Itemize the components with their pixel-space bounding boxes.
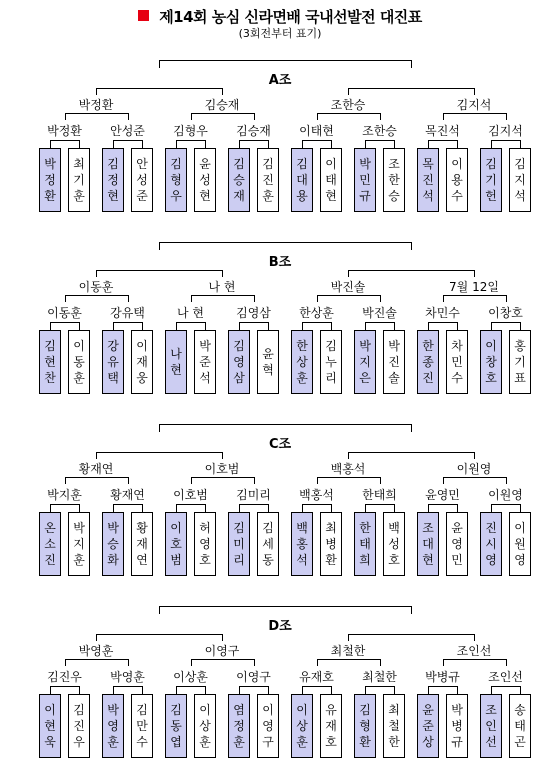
round2-name: 박영훈 [110, 670, 145, 684]
group-top-connector [411, 242, 412, 250]
round1-connector [176, 504, 206, 505]
round1-connector [428, 322, 458, 323]
round2-name: 유재호 [299, 670, 334, 684]
round2-name: 박병규 [425, 670, 460, 684]
round1-connector [520, 504, 521, 512]
round3-connector [348, 634, 475, 635]
round1-connector [142, 322, 143, 330]
round1-connector [302, 140, 303, 148]
round1-connector [113, 322, 114, 330]
round1-connector [176, 686, 206, 687]
round3-connector [348, 88, 349, 95]
round3-name: 백홍석 [330, 462, 366, 476]
round3-connector [96, 88, 97, 95]
round2-connector [254, 295, 255, 302]
player-box: 김 형 환 [354, 694, 376, 758]
round1-connector [268, 504, 269, 512]
player-box: 김 미 리 [228, 512, 250, 576]
round2-connector [191, 113, 192, 120]
round1-connector [394, 686, 395, 694]
player-box: 유 재 호 [320, 694, 342, 758]
round2-name: 이호범 [173, 488, 208, 502]
round3-name: 조한승 [330, 98, 366, 112]
round2-connector [65, 295, 66, 302]
player-box: 이 현 욱 [39, 694, 61, 758]
player-box: 진 시 영 [480, 512, 502, 576]
round3-connector [348, 634, 349, 641]
round1-connector [50, 686, 80, 687]
round3-name: 나 현 [208, 280, 236, 294]
round2-connector [380, 659, 381, 666]
player-box: 박 진 솔 [383, 330, 405, 394]
round1-connector [365, 504, 366, 512]
round1-connector [302, 322, 332, 323]
group-title: C조 [268, 437, 292, 452]
player-box: 최 기 훈 [68, 148, 90, 212]
round1-connector [239, 322, 269, 323]
round3-connector [474, 634, 475, 641]
player-box: 이 영 구 [257, 694, 279, 758]
player-box: 김 영 삼 [228, 330, 250, 394]
round1-connector [365, 504, 395, 505]
round1-connector [113, 686, 114, 694]
round2-name: 한상훈 [299, 306, 334, 320]
round3-name: 7월 12일 [449, 280, 499, 294]
player-box: 최 병 환 [320, 512, 342, 576]
round1-connector [491, 686, 521, 687]
round1-connector [302, 322, 303, 330]
round2-connector [380, 295, 381, 302]
round2-name: 이영구 [236, 670, 271, 684]
player-box: 김 현 찬 [39, 330, 61, 394]
round1-connector [491, 686, 492, 694]
group-top-connector [159, 242, 160, 250]
round2-connector [443, 295, 444, 302]
round2-name: 이창호 [488, 306, 523, 320]
round1-connector [457, 140, 458, 148]
round1-connector [457, 686, 458, 694]
round1-connector [50, 322, 80, 323]
round2-connector [191, 659, 192, 666]
round1-connector [176, 504, 177, 512]
round2-name: 박정환 [47, 124, 82, 138]
player-box: 목 진 석 [417, 148, 439, 212]
round1-connector [365, 686, 395, 687]
round3-connector [474, 88, 475, 95]
round1-connector [205, 322, 206, 330]
player-box: 김 기 헌 [480, 148, 502, 212]
round1-connector [491, 140, 521, 141]
round2-name: 김승재 [236, 124, 271, 138]
round2-name: 백홍석 [299, 488, 334, 502]
round3-connector [348, 88, 475, 89]
round3-connector [96, 88, 223, 89]
round2-name: 김지석 [488, 124, 523, 138]
round2-connector [443, 659, 507, 660]
title-text: 제14회 농심 신라면배 국내선발전 대진표 [159, 8, 422, 26]
player-box: 박 민 규 [354, 148, 376, 212]
round1-connector [491, 140, 492, 148]
player-box: 윤 혁 [257, 330, 279, 394]
round1-connector [113, 140, 143, 141]
round1-connector [365, 322, 366, 330]
round3-name: 황재연 [78, 462, 114, 476]
page-subtitle: (3회전부터 표기) [238, 27, 322, 40]
player-box: 강 유 택 [102, 330, 124, 394]
round1-connector [302, 504, 332, 505]
round1-connector [302, 140, 332, 141]
player-box: 박 지 은 [354, 330, 376, 394]
round2-connector [191, 113, 255, 114]
round2-connector [65, 477, 129, 478]
player-box: 한 상 훈 [291, 330, 313, 394]
round1-connector [520, 140, 521, 148]
player-box: 박 정 환 [39, 148, 61, 212]
round1-connector [176, 140, 206, 141]
round1-connector [365, 322, 395, 323]
round2-name: 최철한 [362, 670, 397, 684]
player-box: 온 소 진 [39, 512, 61, 576]
round3-name: 이영구 [204, 644, 240, 658]
round1-connector [239, 504, 240, 512]
round2-connector [191, 295, 255, 296]
round2-connector [380, 113, 381, 120]
round2-connector [65, 295, 129, 296]
round2-connector [443, 113, 507, 114]
player-box: 차 민 수 [446, 330, 468, 394]
player-box: 이 태 현 [320, 148, 342, 212]
group-top-connector [159, 606, 412, 607]
round1-connector [394, 322, 395, 330]
round3-connector [474, 270, 475, 277]
round1-connector [331, 686, 332, 694]
player-box: 나 현 [165, 330, 187, 394]
round3-connector [222, 270, 223, 277]
player-box: 이 상 훈 [291, 694, 313, 758]
round2-name: 박진솔 [362, 306, 397, 320]
round2-name: 조인선 [488, 670, 523, 684]
round1-connector [79, 686, 80, 694]
round1-connector [331, 322, 332, 330]
round2-connector [191, 477, 255, 478]
round2-name: 윤영민 [425, 488, 460, 502]
round2-connector [65, 477, 66, 484]
round1-connector [142, 140, 143, 148]
round1-connector [491, 504, 492, 512]
round3-name: 이동훈 [78, 280, 114, 294]
player-box: 박 준 석 [194, 330, 216, 394]
group-top-connector [411, 606, 412, 614]
round3-connector [348, 452, 475, 453]
round1-connector [365, 686, 366, 694]
round2-name: 박지훈 [47, 488, 82, 502]
round1-connector [428, 504, 458, 505]
round1-connector [491, 322, 521, 323]
round3-connector [96, 452, 223, 453]
round2-connector [443, 477, 444, 484]
round2-connector [191, 659, 255, 660]
round1-connector [302, 686, 332, 687]
player-box: 김 대 용 [291, 148, 313, 212]
round1-connector [50, 322, 51, 330]
group-top-connector [159, 424, 412, 425]
round1-connector [113, 504, 143, 505]
player-box: 윤 성 현 [194, 148, 216, 212]
round3-name: 이원영 [456, 462, 492, 476]
group-title: A조 [268, 73, 292, 88]
round2-connector [254, 477, 255, 484]
round3-connector [222, 88, 223, 95]
round2-name: 이태현 [299, 124, 334, 138]
round3-connector [222, 452, 223, 459]
round2-connector [65, 659, 66, 666]
round2-name: 이원영 [488, 488, 523, 502]
round1-connector [457, 322, 458, 330]
round1-connector [205, 140, 206, 148]
round2-name: 안성준 [110, 124, 145, 138]
round1-connector [428, 504, 429, 512]
round3-name: 박영훈 [78, 644, 114, 658]
player-box: 한 종 진 [417, 330, 439, 394]
round1-connector [428, 140, 429, 148]
round2-connector [506, 659, 507, 666]
round2-name: 조한승 [362, 124, 397, 138]
round3-name: 김지석 [456, 98, 492, 112]
player-box: 김 지 석 [509, 148, 531, 212]
round1-connector [428, 686, 458, 687]
round3-connector [474, 452, 475, 459]
round1-connector [176, 686, 177, 694]
round2-name: 김영삼 [236, 306, 271, 320]
round2-connector [506, 113, 507, 120]
round3-connector [222, 634, 223, 641]
player-box: 조 인 선 [480, 694, 502, 758]
round1-connector [205, 686, 206, 694]
round3-connector [96, 634, 223, 635]
player-box: 박 병 규 [446, 694, 468, 758]
group-title: D조 [268, 619, 292, 634]
round2-connector [317, 113, 381, 114]
round2-name: 나 현 [177, 306, 204, 320]
round1-connector [205, 504, 206, 512]
player-box: 염 정 훈 [228, 694, 250, 758]
round1-connector [79, 140, 80, 148]
round2-connector [317, 477, 381, 478]
round3-connector [348, 270, 349, 277]
round2-connector [65, 659, 129, 660]
round1-connector [50, 140, 51, 148]
round1-connector [50, 140, 80, 141]
round2-connector [317, 477, 318, 484]
round1-connector [302, 686, 303, 694]
round1-connector [176, 140, 177, 148]
round1-connector [239, 140, 240, 148]
round2-connector [254, 113, 255, 120]
round1-connector [239, 686, 240, 694]
round1-connector [79, 504, 80, 512]
round3-name: 조인선 [456, 644, 492, 658]
round3-connector [96, 452, 97, 459]
round2-connector [443, 113, 444, 120]
round3-connector [348, 452, 349, 459]
round2-connector [317, 295, 318, 302]
round1-connector [268, 686, 269, 694]
round2-connector [506, 477, 507, 484]
round1-connector [491, 504, 521, 505]
round1-connector [331, 140, 332, 148]
player-box: 김 만 수 [131, 694, 153, 758]
player-box: 이 호 범 [165, 512, 187, 576]
round2-name: 김형우 [173, 124, 208, 138]
round2-connector [128, 113, 129, 120]
round2-connector [65, 113, 66, 120]
player-box: 백 성 호 [383, 512, 405, 576]
player-box: 백 홍 석 [291, 512, 313, 576]
round1-connector [520, 322, 521, 330]
round2-name: 목진석 [425, 124, 460, 138]
group-top-connector [159, 606, 160, 614]
round2-connector [317, 113, 318, 120]
player-box: 이 상 훈 [194, 694, 216, 758]
round2-name: 차민수 [425, 306, 460, 320]
round1-connector [491, 322, 492, 330]
round1-connector [428, 322, 429, 330]
player-box: 이 원 영 [509, 512, 531, 576]
player-box: 이 재 웅 [131, 330, 153, 394]
group-top-connector [159, 242, 412, 243]
player-box: 이 창 호 [480, 330, 502, 394]
round2-connector [443, 477, 507, 478]
round1-connector [365, 140, 395, 141]
round1-connector [113, 504, 114, 512]
round1-connector [142, 504, 143, 512]
round2-name: 김미리 [236, 488, 271, 502]
player-box: 조 대 현 [417, 512, 439, 576]
round3-connector [96, 270, 223, 271]
player-box: 김 동 엽 [165, 694, 187, 758]
round1-connector [302, 504, 303, 512]
player-box: 김 누 리 [320, 330, 342, 394]
player-box: 김 진 훈 [257, 148, 279, 212]
round3-name: 박정환 [78, 98, 114, 112]
player-box: 윤 영 민 [446, 512, 468, 576]
player-box: 박 승 화 [102, 512, 124, 576]
group-title: B조 [268, 255, 292, 270]
player-box: 김 정 현 [102, 148, 124, 212]
round2-name: 이상훈 [173, 670, 208, 684]
player-box: 김 승 재 [228, 148, 250, 212]
player-box: 한 태 희 [354, 512, 376, 576]
round1-connector [331, 504, 332, 512]
round2-name: 강유택 [110, 306, 145, 320]
round1-connector [79, 322, 80, 330]
round1-connector [457, 504, 458, 512]
round3-name: 최철한 [330, 644, 366, 658]
round2-name: 황재연 [110, 488, 145, 502]
player-box: 이 동 훈 [68, 330, 90, 394]
round2-connector [443, 659, 444, 666]
round2-connector [191, 477, 192, 484]
round3-connector [96, 634, 97, 641]
round1-connector [268, 322, 269, 330]
round1-connector [239, 504, 269, 505]
round1-connector [113, 140, 114, 148]
player-box: 홍 기 표 [509, 330, 531, 394]
player-box: 안 성 준 [131, 148, 153, 212]
round1-connector [113, 322, 143, 323]
round3-name: 김승재 [204, 98, 240, 112]
player-box: 황 재 연 [131, 512, 153, 576]
round1-connector [50, 686, 51, 694]
player-box: 최 철 한 [383, 694, 405, 758]
round1-connector [239, 686, 269, 687]
group-top-connector [159, 60, 412, 61]
round2-connector [506, 295, 507, 302]
round3-connector [348, 270, 475, 271]
round2-connector [317, 659, 318, 666]
round1-connector [365, 140, 366, 148]
round1-connector [176, 322, 177, 330]
player-box: 김 세 동 [257, 512, 279, 576]
round2-connector [317, 659, 381, 660]
round1-connector [142, 686, 143, 694]
player-box: 박 지 훈 [68, 512, 90, 576]
round2-connector [191, 295, 192, 302]
round3-name: 박진솔 [330, 280, 366, 294]
round2-connector [128, 477, 129, 484]
player-box: 박 영 훈 [102, 694, 124, 758]
round1-connector [239, 140, 269, 141]
round2-name: 이동훈 [47, 306, 82, 320]
round3-connector [96, 270, 97, 277]
round2-connector [65, 113, 129, 114]
round2-connector [317, 295, 381, 296]
round1-connector [50, 504, 51, 512]
player-box: 김 형 우 [165, 148, 187, 212]
round1-connector [428, 686, 429, 694]
round2-connector [128, 295, 129, 302]
player-box: 허 영 호 [194, 512, 216, 576]
round2-connector [443, 295, 507, 296]
group-top-connector [411, 424, 412, 432]
round1-connector [239, 322, 240, 330]
round1-connector [176, 322, 206, 323]
group-top-connector [159, 424, 160, 432]
round3-name: 이호범 [204, 462, 240, 476]
round1-connector [394, 140, 395, 148]
round2-connector [254, 659, 255, 666]
player-box: 이 용 수 [446, 148, 468, 212]
round2-name: 김진우 [47, 670, 82, 684]
round1-connector [50, 504, 80, 505]
round2-connector [380, 477, 381, 484]
player-box: 윤 준 상 [417, 694, 439, 758]
round2-connector [128, 659, 129, 666]
player-box: 송 태 곤 [509, 694, 531, 758]
round1-connector [520, 686, 521, 694]
round1-connector [428, 140, 458, 141]
group-top-connector [411, 60, 412, 68]
round1-connector [394, 504, 395, 512]
player-box: 조 한 승 [383, 148, 405, 212]
round2-name: 한태희 [362, 488, 397, 502]
player-box: 김 진 우 [68, 694, 90, 758]
round1-connector [268, 140, 269, 148]
group-top-connector [159, 60, 160, 68]
round1-connector [113, 686, 143, 687]
